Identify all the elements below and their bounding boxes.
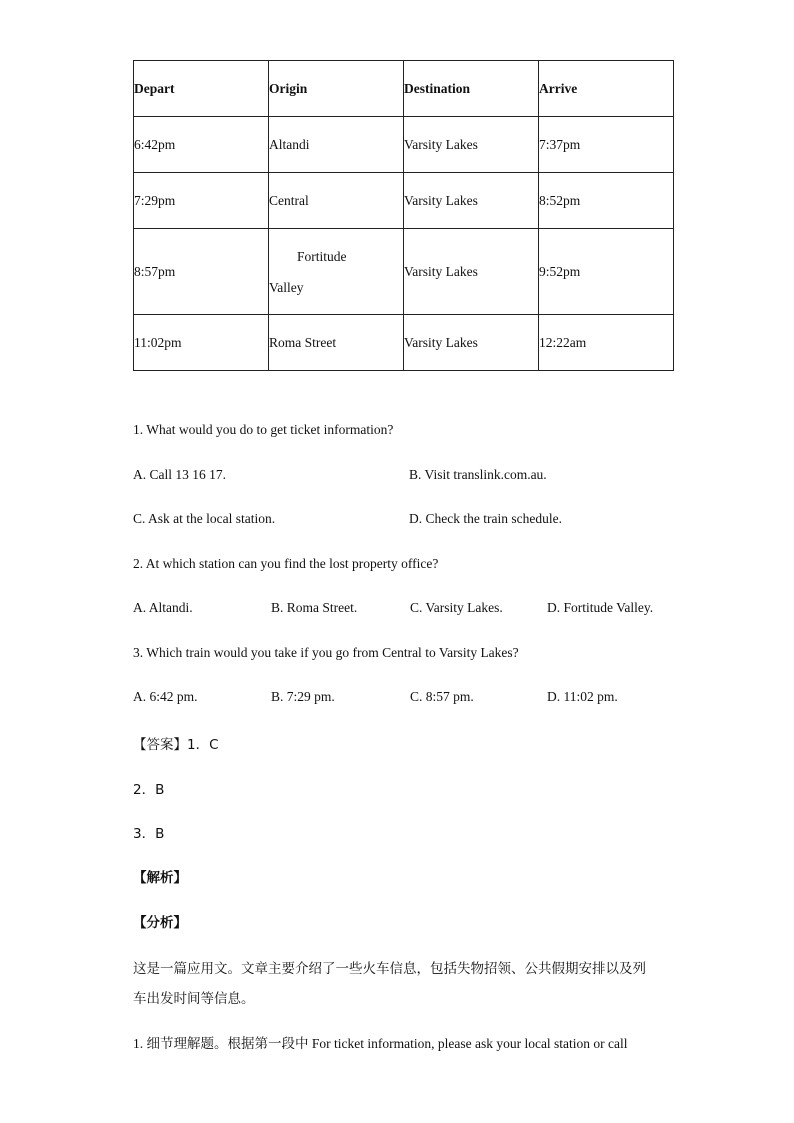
destination-cell: Varsity Lakes [404,173,539,229]
question-2-stem: 2. At which station can you find the lost property office? [133,556,439,571]
q3-option-c: C. 8:57 pm. [410,689,474,704]
arrive-cell: 9:52pm [539,229,674,315]
header-destination: Destination [404,61,539,117]
q1-option-b: B. Visit translink.com.au. [409,467,547,482]
depart-cell: 11:02pm [134,315,269,371]
table-row [134,173,674,229]
q2-option-c: C. Varsity Lakes. [410,600,503,615]
table-row [134,229,674,315]
fenxi-heading: 【分析】 [133,915,187,931]
q3-option-a: A. 6:42 pm. [133,689,198,704]
origin-cell: Altandi [269,117,404,173]
origin-cell: Central [269,173,404,229]
destination-cell: Varsity Lakes [404,117,539,173]
q2-option-d: D. Fortitude Valley. [547,600,654,615]
q1-option-a: A. Call 13 16 17. [133,467,226,482]
q3-option-d: D. 11:02 pm. [547,689,618,704]
destination-cell: Varsity Lakes [404,229,539,315]
origin-line-1: Fortitude [297,248,347,264]
q3-option-b: B. 7:29 pm. [271,689,335,704]
depart-cell: 6:42pm [134,117,269,173]
header-arrive: Arrive [539,61,674,117]
q1-option-d: D. Check the train schedule. [409,511,562,526]
q2-option-a: A. Altandi. [133,600,193,615]
depart-cell: 7:29pm [134,173,269,229]
arrive-cell: 8:52pm [539,173,674,229]
origin-cell [269,229,404,315]
origin-line-2: Valley [269,279,304,295]
analysis-paragraph-line-2: 车出发时间等信息。 [133,991,255,1007]
answer-3: 3．B [133,826,165,842]
jiexi-heading: 【解析】 [133,870,187,886]
arrive-cell: 12:22am [539,315,674,371]
answer-heading: 【答案】1．C [133,737,219,753]
header-depart: Depart [134,61,269,117]
analysis-paragraph-line-1: 这是一篇应用文。文章主要介绍了一些火车信息，包括失物招领、公共假期安排以及列 [133,961,646,977]
q1-option-c: C. Ask at the local station. [133,511,276,526]
table-header-row [134,61,674,117]
train-schedule-table [133,60,674,371]
header-origin: Origin [269,61,404,117]
depart-cell: 8:57pm [134,229,269,315]
destination-cell: Varsity Lakes [404,315,539,371]
question-1-stem: 1. What would you do to get ticket information? [133,422,394,437]
arrive-cell: 7:37pm [539,117,674,173]
table-row [134,117,674,173]
answer-2: 2．B [133,782,165,798]
q2-option-b: B. Roma Street. [271,600,358,615]
analysis-item-1: 1. 细节理解题。根据第一段中 For ticket information, please ask your local station or call [133,1036,628,1051]
question-3-stem: 3. Which train would you take if you go from Central to Varsity Lakes? [133,645,519,660]
origin-cell: Roma Street [269,315,404,371]
table-row [134,315,674,371]
